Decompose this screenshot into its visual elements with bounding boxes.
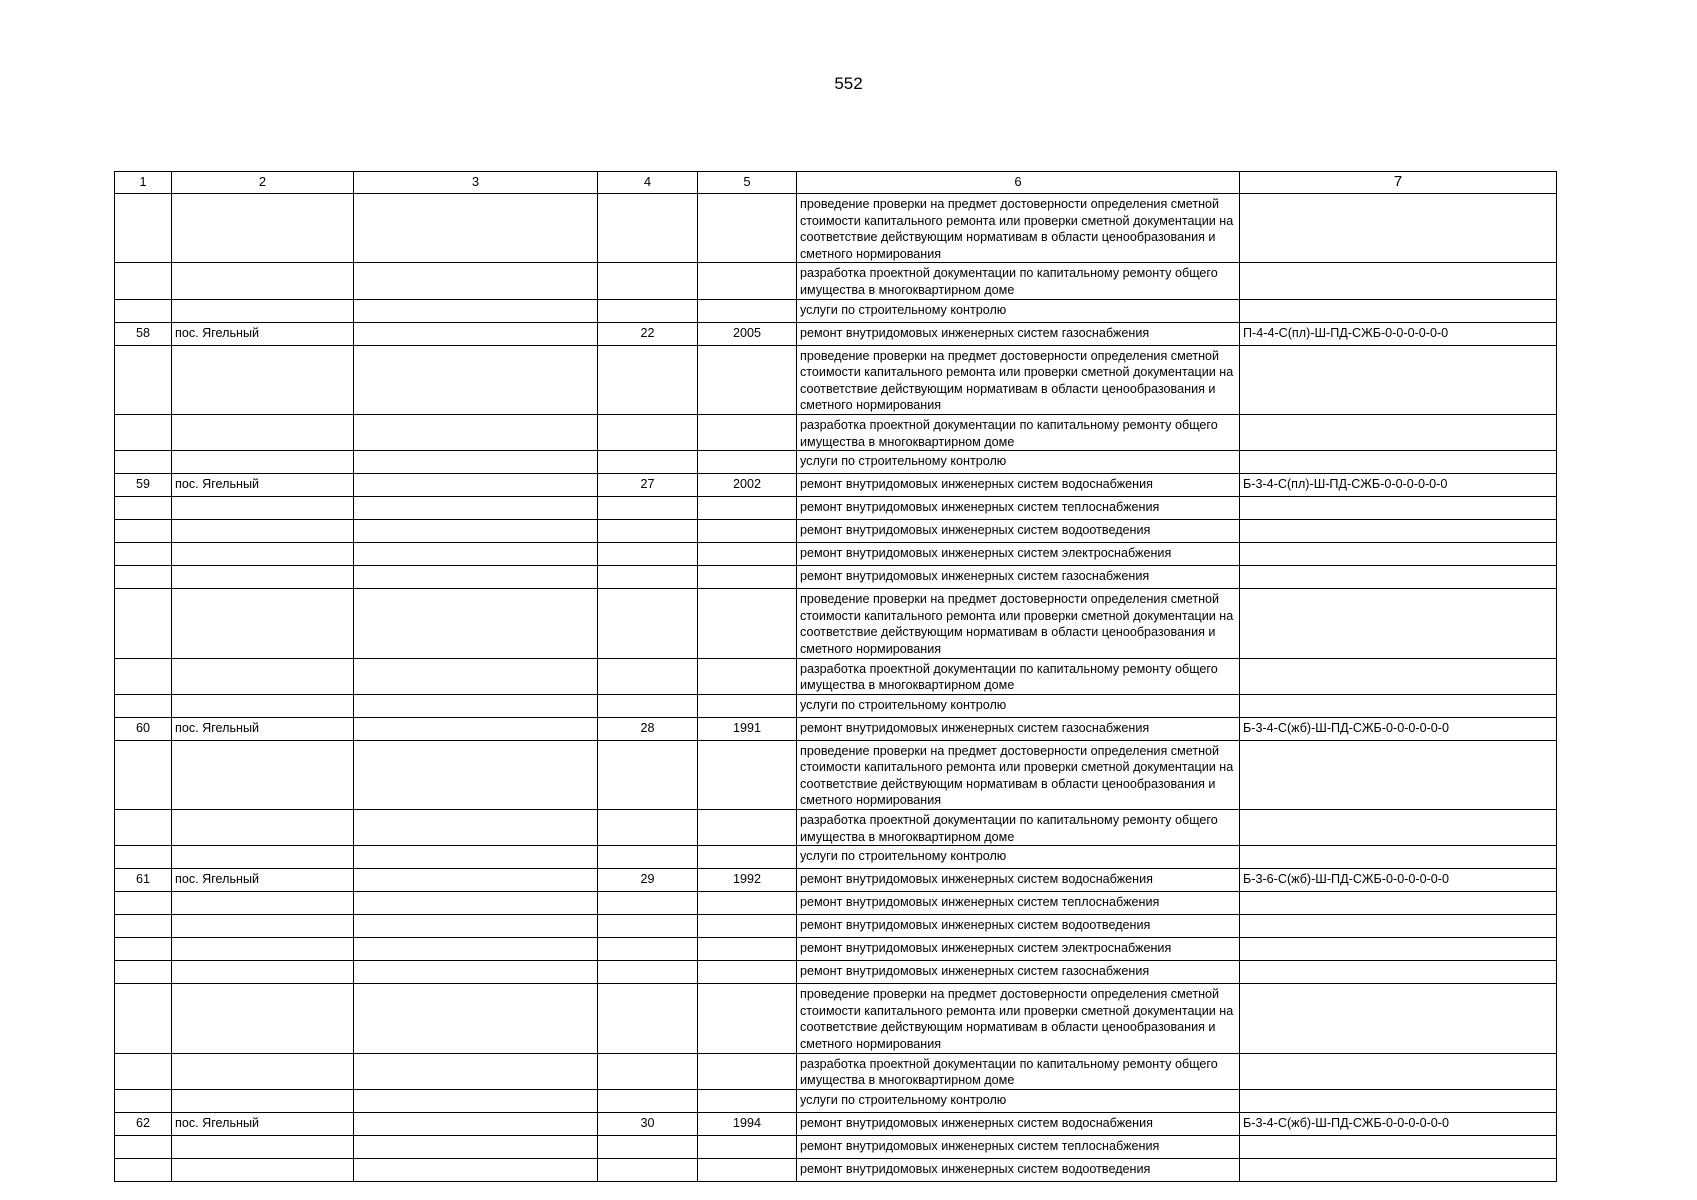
- year-cell: [698, 299, 797, 322]
- address-cell: [354, 263, 598, 299]
- house-number-cell: 27: [598, 474, 698, 497]
- code-cell: [1240, 1158, 1557, 1181]
- year-cell: [698, 566, 797, 589]
- table-row: [115, 1135, 1557, 1158]
- row-number-cell: [115, 566, 172, 589]
- row-number-cell: [115, 915, 172, 938]
- address-cell: [354, 846, 598, 869]
- house-number-cell: [598, 451, 698, 474]
- row-number-cell: [115, 1158, 172, 1181]
- work-type-cell: разработка проектной документации по капитальному ремонту общего имущества в многоквартирном доме: [797, 414, 1240, 450]
- column-header-6: 6: [797, 172, 1240, 194]
- work-type-cell: ремонт внутридомовых инженерных систем электроснабжения: [797, 938, 1240, 961]
- work-type-cell: ремонт внутридомовых инженерных систем водоотведения: [797, 915, 1240, 938]
- address-cell: [354, 194, 598, 263]
- address-cell: [354, 740, 598, 809]
- address-cell: [354, 984, 598, 1053]
- code-cell: [1240, 740, 1557, 809]
- row-number-cell: [115, 345, 172, 414]
- table-row: [115, 263, 1557, 299]
- settlement-cell: [172, 810, 354, 846]
- table-row: [115, 915, 1557, 938]
- work-type-cell: разработка проектной документации по капитальному ремонту общего имущества в многоквартирном доме: [797, 1053, 1240, 1089]
- year-cell: [698, 740, 797, 809]
- header-row: [115, 172, 1557, 194]
- settlement-cell: пос. Ягельный: [172, 474, 354, 497]
- year-cell: [698, 497, 797, 520]
- address-cell: [354, 810, 598, 846]
- table-row: [115, 497, 1557, 520]
- code-cell: [1240, 1089, 1557, 1112]
- settlement-cell: [172, 263, 354, 299]
- work-type-cell: ремонт внутридомовых инженерных систем газоснабжения: [797, 717, 1240, 740]
- address-cell: [354, 938, 598, 961]
- settlement-cell: [172, 1135, 354, 1158]
- code-cell: [1240, 694, 1557, 717]
- table-row: [115, 322, 1557, 345]
- table-row: [115, 1158, 1557, 1181]
- code-cell: [1240, 1053, 1557, 1089]
- house-number-cell: [598, 1135, 698, 1158]
- table-row: [115, 961, 1557, 984]
- table-row: [115, 810, 1557, 846]
- column-header-1: 1: [115, 172, 172, 194]
- table-row: [115, 299, 1557, 322]
- table-row: [115, 1089, 1557, 1112]
- table-row: [115, 846, 1557, 869]
- row-number-cell: 60: [115, 717, 172, 740]
- code-cell: [1240, 566, 1557, 589]
- address-cell: [354, 1089, 598, 1112]
- table-header: [115, 172, 1557, 194]
- settlement-cell: [172, 892, 354, 915]
- year-cell: [698, 1135, 797, 1158]
- house-number-cell: [598, 694, 698, 717]
- address-cell: [354, 1112, 598, 1135]
- house-number-cell: 30: [598, 1112, 698, 1135]
- address-cell: [354, 694, 598, 717]
- year-cell: [698, 984, 797, 1053]
- row-number-cell: [115, 984, 172, 1053]
- settlement-cell: [172, 938, 354, 961]
- work-type-cell: ремонт внутридомовых инженерных систем теплоснабжения: [797, 1135, 1240, 1158]
- house-number-cell: [598, 984, 698, 1053]
- address-cell: [354, 915, 598, 938]
- house-number-cell: [598, 299, 698, 322]
- year-cell: [698, 694, 797, 717]
- work-type-cell: разработка проектной документации по капитальному ремонту общего имущества в многоквартирном доме: [797, 810, 1240, 846]
- work-type-cell: ремонт внутридомовых инженерных систем газоснабжения: [797, 322, 1240, 345]
- address-cell: [354, 589, 598, 658]
- row-number-cell: [115, 1135, 172, 1158]
- table-row: [115, 345, 1557, 414]
- code-cell: [1240, 299, 1557, 322]
- code-cell: [1240, 543, 1557, 566]
- settlement-cell: [172, 299, 354, 322]
- row-number-cell: [115, 414, 172, 450]
- table-row: [115, 694, 1557, 717]
- settlement-cell: [172, 1053, 354, 1089]
- table-row: [115, 543, 1557, 566]
- code-cell: [1240, 961, 1557, 984]
- address-cell: [354, 299, 598, 322]
- house-number-cell: [598, 345, 698, 414]
- code-cell: [1240, 345, 1557, 414]
- house-number-cell: [598, 938, 698, 961]
- table-row: [115, 414, 1557, 450]
- address-cell: [354, 892, 598, 915]
- year-cell: [698, 1089, 797, 1112]
- house-number-cell: [598, 497, 698, 520]
- house-number-cell: [598, 194, 698, 263]
- year-cell: [698, 194, 797, 263]
- house-number-cell: 28: [598, 717, 698, 740]
- house-number-cell: [598, 810, 698, 846]
- house-number-cell: [598, 1158, 698, 1181]
- house-number-cell: [598, 589, 698, 658]
- row-number-cell: [115, 938, 172, 961]
- column-header-2: 2: [172, 172, 354, 194]
- year-cell: [698, 345, 797, 414]
- row-number-cell: [115, 543, 172, 566]
- code-cell: [1240, 658, 1557, 694]
- year-cell: [698, 543, 797, 566]
- work-type-cell: ремонт внутридомовых инженерных систем газоснабжения: [797, 961, 1240, 984]
- row-number-cell: [115, 1089, 172, 1112]
- house-number-cell: [598, 915, 698, 938]
- house-number-cell: [598, 1089, 698, 1112]
- work-type-cell: ремонт внутридомовых инженерных систем водоснабжения: [797, 1112, 1240, 1135]
- table-row: [115, 194, 1557, 263]
- settlement-cell: [172, 414, 354, 450]
- work-type-cell: услуги по строительному контролю: [797, 846, 1240, 869]
- work-type-cell: разработка проектной документации по капитальному ремонту общего имущества в многоквартирном доме: [797, 263, 1240, 299]
- row-number-cell: [115, 497, 172, 520]
- settlement-cell: [172, 566, 354, 589]
- settlement-cell: [172, 740, 354, 809]
- row-number-cell: 58: [115, 322, 172, 345]
- column-header-7: 7: [1240, 172, 1557, 194]
- year-cell: [698, 658, 797, 694]
- address-cell: [354, 345, 598, 414]
- year-cell: [698, 520, 797, 543]
- settlement-cell: [172, 846, 354, 869]
- settlement-cell: [172, 543, 354, 566]
- house-number-cell: [598, 1053, 698, 1089]
- settlement-cell: [172, 961, 354, 984]
- settlement-cell: [172, 520, 354, 543]
- code-cell: Б-3-6-С(жб)-Ш-ПД-СЖБ-0-0-0-0-0-0: [1240, 869, 1557, 892]
- house-number-cell: [598, 414, 698, 450]
- table-row: [115, 1112, 1557, 1135]
- row-number-cell: [115, 892, 172, 915]
- year-cell: [698, 263, 797, 299]
- code-cell: [1240, 263, 1557, 299]
- work-type-cell: проведение проверки на предмет достоверности определения сметной стоимости капитального ремонта или проверки сметной документации на соответствие действующим нормативам в области ценообразования и сметного нормирования: [797, 984, 1240, 1053]
- work-type-cell: ремонт внутридомовых инженерных систем водоотведения: [797, 1158, 1240, 1181]
- settlement-cell: [172, 589, 354, 658]
- row-number-cell: 62: [115, 1112, 172, 1135]
- year-cell: 2002: [698, 474, 797, 497]
- code-cell: [1240, 497, 1557, 520]
- code-cell: [1240, 451, 1557, 474]
- address-cell: [354, 1053, 598, 1089]
- address-cell: [354, 414, 598, 450]
- year-cell: [698, 1053, 797, 1089]
- settlement-cell: [172, 694, 354, 717]
- work-type-cell: ремонт внутридомовых инженерных систем теплоснабжения: [797, 497, 1240, 520]
- year-cell: [698, 414, 797, 450]
- work-type-cell: проведение проверки на предмет достоверности определения сметной стоимости капитального ремонта или проверки сметной документации на соответствие действующим нормативам в области ценообразования и сметного нормирования: [797, 345, 1240, 414]
- work-type-cell: ремонт внутридомовых инженерных систем электроснабжения: [797, 543, 1240, 566]
- work-type-cell: ремонт внутридомовых инженерных систем теплоснабжения: [797, 892, 1240, 915]
- year-cell: [698, 451, 797, 474]
- work-type-cell: услуги по строительному контролю: [797, 451, 1240, 474]
- work-type-cell: услуги по строительному контролю: [797, 1089, 1240, 1112]
- settlement-cell: [172, 1089, 354, 1112]
- settlement-cell: [172, 451, 354, 474]
- address-cell: [354, 869, 598, 892]
- code-cell: [1240, 984, 1557, 1053]
- table-row: [115, 740, 1557, 809]
- table-row: [115, 520, 1557, 543]
- table-row: [115, 589, 1557, 658]
- table-row: [115, 892, 1557, 915]
- year-cell: [698, 915, 797, 938]
- address-cell: [354, 717, 598, 740]
- settlement-cell: [172, 1158, 354, 1181]
- code-cell: Б-3-4-С(жб)-Ш-ПД-СЖБ-0-0-0-0-0-0: [1240, 717, 1557, 740]
- row-number-cell: [115, 810, 172, 846]
- table-row: [115, 451, 1557, 474]
- table-body: [115, 194, 1557, 1182]
- settlement-cell: пос. Ягельный: [172, 717, 354, 740]
- year-cell: [698, 589, 797, 658]
- year-cell: [698, 810, 797, 846]
- year-cell: [698, 846, 797, 869]
- table-row: [115, 717, 1557, 740]
- column-header-4: 4: [598, 172, 698, 194]
- row-number-cell: [115, 194, 172, 263]
- row-number-cell: [115, 694, 172, 717]
- address-cell: [354, 1158, 598, 1181]
- code-cell: [1240, 1135, 1557, 1158]
- settlement-cell: [172, 345, 354, 414]
- address-cell: [354, 520, 598, 543]
- house-number-cell: 29: [598, 869, 698, 892]
- address-cell: [354, 961, 598, 984]
- code-cell: [1240, 915, 1557, 938]
- settlement-cell: [172, 915, 354, 938]
- code-cell: [1240, 520, 1557, 543]
- row-number-cell: [115, 740, 172, 809]
- house-number-cell: [598, 520, 698, 543]
- table-row: [115, 869, 1557, 892]
- house-number-cell: [598, 961, 698, 984]
- address-cell: [354, 497, 598, 520]
- address-cell: [354, 1135, 598, 1158]
- table-row: [115, 938, 1557, 961]
- table-row: [115, 984, 1557, 1053]
- table-row: [115, 474, 1557, 497]
- code-cell: [1240, 194, 1557, 263]
- work-type-cell: ремонт внутридомовых инженерных систем водоотведения: [797, 520, 1240, 543]
- settlement-cell: [172, 984, 354, 1053]
- code-cell: [1240, 846, 1557, 869]
- work-type-cell: услуги по строительному контролю: [797, 694, 1240, 717]
- code-cell: [1240, 414, 1557, 450]
- year-cell: [698, 1158, 797, 1181]
- row-number-cell: [115, 658, 172, 694]
- column-header-5: 5: [698, 172, 797, 194]
- year-cell: 1994: [698, 1112, 797, 1135]
- address-cell: [354, 566, 598, 589]
- row-number-cell: [115, 299, 172, 322]
- year-cell: [698, 892, 797, 915]
- year-cell: [698, 938, 797, 961]
- address-cell: [354, 543, 598, 566]
- code-cell: П-4-4-С(пл)-Ш-ПД-СЖБ-0-0-0-0-0-0: [1240, 322, 1557, 345]
- code-cell: Б-3-4-С(пл)-Ш-ПД-СЖБ-0-0-0-0-0-0: [1240, 474, 1557, 497]
- column-header-3: 3: [354, 172, 598, 194]
- house-number-cell: [598, 846, 698, 869]
- house-number-cell: [598, 543, 698, 566]
- work-type-cell: ремонт внутридомовых инженерных систем газоснабжения: [797, 566, 1240, 589]
- work-type-cell: разработка проектной документации по капитальному ремонту общего имущества в многоквартирном доме: [797, 658, 1240, 694]
- work-type-cell: услуги по строительному контролю: [797, 299, 1240, 322]
- table-row: [115, 566, 1557, 589]
- row-number-cell: [115, 1053, 172, 1089]
- house-number-cell: [598, 263, 698, 299]
- table-row: [115, 658, 1557, 694]
- settlement-cell: пос. Ягельный: [172, 322, 354, 345]
- address-cell: [354, 658, 598, 694]
- year-cell: 1992: [698, 869, 797, 892]
- year-cell: 1991: [698, 717, 797, 740]
- page-number: 552: [834, 74, 863, 93]
- work-type-cell: проведение проверки на предмет достоверности определения сметной стоимости капитального ремонта или проверки сметной документации на соответствие действующим нормативам в области ценообразования и сметного нормирования: [797, 740, 1240, 809]
- settlement-cell: [172, 194, 354, 263]
- row-number-cell: [115, 846, 172, 869]
- row-number-cell: [115, 961, 172, 984]
- work-type-cell: ремонт внутридомовых инженерных систем водоснабжения: [797, 869, 1240, 892]
- row-number-cell: [115, 589, 172, 658]
- house-number-cell: [598, 658, 698, 694]
- work-type-cell: проведение проверки на предмет достоверности определения сметной стоимости капитального ремонта или проверки сметной документации на соответствие действующим нормативам в области ценообразования и сметного нормирования: [797, 194, 1240, 263]
- code-cell: [1240, 938, 1557, 961]
- house-number-cell: [598, 740, 698, 809]
- year-cell: 2005: [698, 322, 797, 345]
- table-row: [115, 1053, 1557, 1089]
- year-cell: [698, 961, 797, 984]
- row-number-cell: 61: [115, 869, 172, 892]
- code-cell: [1240, 589, 1557, 658]
- house-number-cell: 22: [598, 322, 698, 345]
- settlement-cell: [172, 497, 354, 520]
- row-number-cell: [115, 263, 172, 299]
- work-type-cell: ремонт внутридомовых инженерных систем водоснабжения: [797, 474, 1240, 497]
- house-number-cell: [598, 566, 698, 589]
- code-cell: [1240, 810, 1557, 846]
- settlement-cell: [172, 658, 354, 694]
- row-number-cell: [115, 451, 172, 474]
- settlement-cell: пос. Ягельный: [172, 869, 354, 892]
- code-cell: Б-3-4-С(жб)-Ш-ПД-СЖБ-0-0-0-0-0-0: [1240, 1112, 1557, 1135]
- settlement-cell: пос. Ягельный: [172, 1112, 354, 1135]
- work-type-cell: проведение проверки на предмет достоверности определения сметной стоимости капитального ремонта или проверки сметной документации на соответствие действующим нормативам в области ценообразования и сметного нормирования: [797, 589, 1240, 658]
- address-cell: [354, 451, 598, 474]
- address-cell: [354, 322, 598, 345]
- code-cell: [1240, 892, 1557, 915]
- row-number-cell: 59: [115, 474, 172, 497]
- address-cell: [354, 474, 598, 497]
- house-number-cell: [598, 892, 698, 915]
- registry-table: [114, 171, 1557, 1182]
- row-number-cell: [115, 520, 172, 543]
